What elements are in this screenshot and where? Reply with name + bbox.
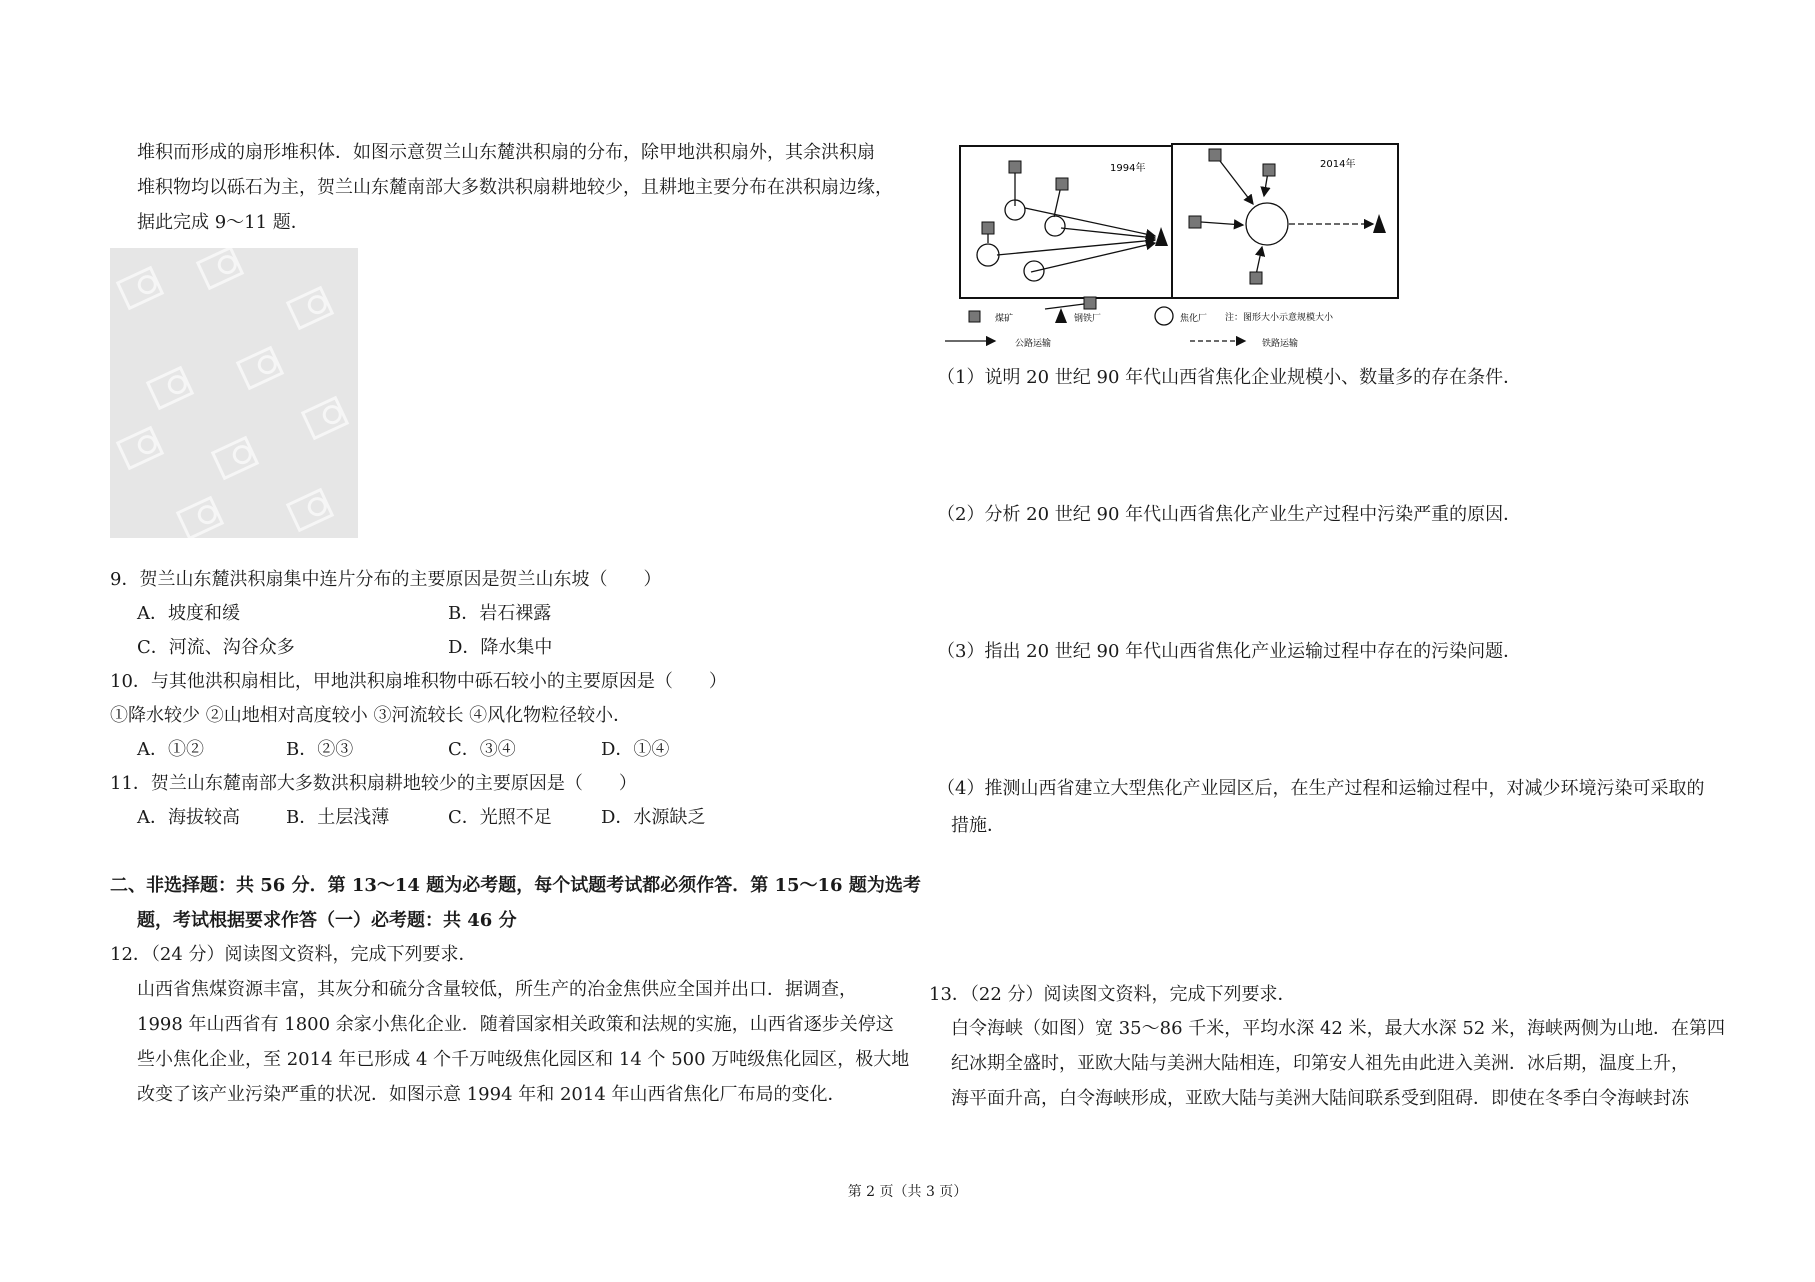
q13-para-2: 纪冰期全盛时，亚欧大陆与美洲大陆相连，印第安人祖先由此进入美洲．冰后期，温度上升， (951, 1053, 1689, 1074)
q12-sub4-line-2: 措施． (951, 815, 1005, 836)
legend-note: 注：图形大小示意规模大小 (1225, 313, 1334, 323)
coking-plant-1994-c (977, 244, 999, 266)
coal-mine-1994-b (1056, 178, 1068, 190)
legend-steel-label: 钢铁厂 (1074, 314, 1102, 324)
q9-option-b: B．岩石裸露 (448, 603, 552, 624)
q13-para-3: 海平面升高，白令海峡形成，亚欧大陆与美洲大陆间联系受到阻碍．即使在冬季白令海峡封冻 (951, 1088, 1689, 1109)
q10-statements: ①降水较少 ②山地相对高度较小 ③河流较长 ④风化物粒径较小． (110, 705, 632, 726)
image-placeholder-icon (110, 248, 358, 538)
coal-mine-2014-a (1209, 149, 1221, 161)
legend-coal-label: 煤矿 (995, 314, 1014, 324)
legend-coking-symbol (1155, 307, 1173, 325)
legend-coking-label: 焦化厂 (1180, 314, 1208, 324)
legend-rail-label: 铁路运输 (1262, 339, 1299, 349)
intro-line-1: 堆积而形成的扇形堆积体．如图示意贺兰山东麓洪积扇的分布，除甲地洪积扇外，其余洪积扇 (137, 142, 875, 163)
q12-sub2: （2）分析 20 世纪 90 年代山西省焦化产业生产过程中污染严重的原因． (937, 504, 1522, 525)
q10-option-c: C．③④ (448, 739, 516, 760)
coking-plant-layout-diagram (925, 140, 1415, 352)
intro-line-2: 堆积物均以砾石为主，贺兰山东麓南部大多数洪积扇耕地较少，且耕地主要分布在洪积扇边缘， (137, 177, 893, 198)
q11-option-b: B．土层浅薄 (286, 807, 390, 828)
q10-option-b: B．②③ (286, 739, 354, 760)
q12-para-1: 山西省焦煤资源丰富，其灰分和硫分含量较低，所生产的冶金焦供应全国并出口．据调查， (137, 979, 857, 1000)
q9-stem: 9．贺兰山东麓洪积扇集中连片分布的主要原因是贺兰山东坡（ ） (110, 569, 662, 590)
legend-coal-symbol (969, 311, 980, 322)
coal-mine-2014-b (1263, 164, 1275, 176)
legend-road-label: 公路运输 (1015, 339, 1052, 349)
page-footer: 第 2 页（共 3 页） (847, 1184, 968, 1200)
coking-plant-1994-b (1045, 216, 1065, 236)
q12-para-2: 1998 年山西省有 1800 余家小焦化企业．随着国家相关政策和法规的实施，山西省逐步关停这 (137, 1014, 894, 1035)
q11-option-d: D．水源缺乏 (601, 807, 706, 828)
year-1994-label: 1994年 (1110, 163, 1146, 174)
coal-mine-2014-d (1250, 272, 1262, 284)
legend-steel-symbol (1055, 308, 1067, 323)
q11-stem: 11．贺兰山东麓南部大多数洪积扇耕地较少的主要原因是（ ） (110, 773, 637, 794)
section2-heading-2: 题，考试根据要求作答（一）必考题：共 46 分 (137, 910, 517, 931)
image-placeholder (110, 248, 358, 538)
q10-stem: 10．与其他洪积扇相比，甲地洪积扇堆积物中砾石较小的主要原因是（ ） (110, 671, 727, 692)
q13-para-1: 白令海峡（如图）宽 35～86 千米，平均水深 42 米，最大水深 52 米，海峡两侧为山地．在第四 (951, 1018, 1725, 1039)
q9-option-c: C．河流、沟谷众多 (137, 637, 295, 658)
coal-mine-1994-d (1084, 297, 1096, 309)
intro-line-3: 据此完成 9～11 题． (137, 212, 309, 233)
coal-mine-1994-a (1009, 161, 1021, 173)
q10-option-d: D．①④ (601, 739, 670, 760)
q12-sub1: （1）说明 20 世纪 90 年代山西省焦化企业规模小、数量多的存在条件． (937, 367, 1522, 388)
q12-para-4: 改变了该产业污染严重的状况．如图示意 1994 年和 2014 年山西省焦化厂布局的变化． (137, 1084, 846, 1105)
q10-option-a: A．①② (137, 739, 204, 760)
q13-stem: 13．（22 分）阅读图文资料，完成下列要求． (929, 984, 1296, 1005)
section2-heading-1: 二、非选择题：共 56 分．第 13～14 题为必考题，每个试题考试都必须作答．第 15～16 题为选考 (110, 875, 921, 896)
steel-plant-1994 (1155, 227, 1168, 246)
coal-mine-1994-c (982, 222, 994, 234)
q12-sub4-line-1: （4）推测山西省建立大型焦化产业园区后，在生产过程和运输过程中，对减少环境污染可采取的 (937, 778, 1705, 799)
q11-option-a: A．海拔较高 (137, 807, 240, 828)
year-2014-label: 2014年 (1320, 159, 1356, 170)
q11-option-c: C．光照不足 (448, 807, 552, 828)
q9-option-d: D．降水集中 (448, 637, 553, 658)
coking-park-2014 (1246, 203, 1288, 245)
panel-2014-frame (1172, 144, 1398, 298)
q9-option-a: A．坡度和缓 (137, 603, 240, 624)
q12-stem: 12．（24 分）阅读图文资料，完成下列要求． (110, 944, 477, 965)
q12-sub3: （3）指出 20 世纪 90 年代山西省焦化产业运输过程中存在的污染问题． (937, 641, 1522, 662)
coal-mine-2014-c (1189, 216, 1201, 228)
steel-plant-2014 (1373, 214, 1386, 233)
q12-para-3: 些小焦化企业，至 2014 年已形成 4 个千万吨级焦化园区和 14 个 500 万吨级焦化园区，极大地 (137, 1049, 910, 1070)
